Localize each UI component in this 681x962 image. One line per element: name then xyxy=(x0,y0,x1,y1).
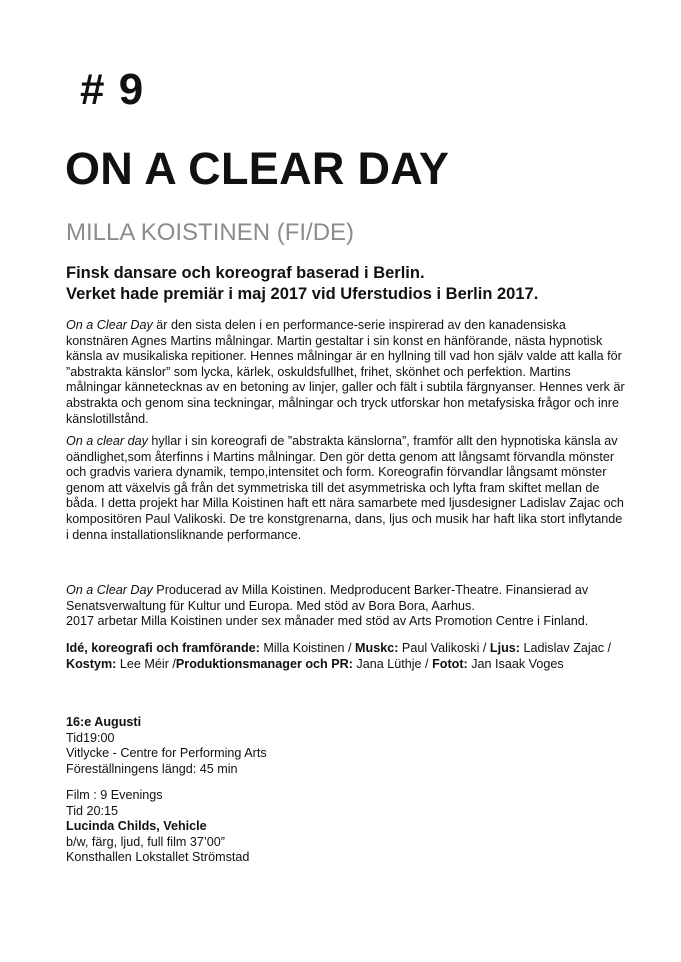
film-time: Tid 20:15 xyxy=(66,803,119,818)
film-venue: Konsthallen Lokstallet Strömstad xyxy=(66,850,250,865)
paragraph-text: hyllar i sin koreografi de ”abstrakta känslorna”, framför allt den hypnotiska känsla av oändlighet,som återfinns i Martins målningar. Den gör detta genom att långsamt förvandla mönster och gradvis variera dynamik, tempo,intensitet och form. Koreografin förvandlar långsamt mönster genom att växelvis gå från det symmetriska till det asymmetriska och lyfta fram skiftet mellan de båda. I detta projekt har Milla Koistinen haft ett nära samarbete med ljusdesigner Ladislav Zajac och kompositören Paul Valikoski. De tre konstgrenarna, dans, ljus och musik har haft lika stort inflytande i denna installationsliknande performance. xyxy=(66,434,624,542)
program-number: # 9 xyxy=(80,65,145,114)
paragraph-text: är den sista delen i en performance-serie inspirerad av den kanadensiska konstnären Agnes Martins målningar. Martin gestaltar i sin konst en hänförande, nästa hypnotisk känsla av musikaliska repitioner. Hennes målningar är en hyllning till vad hon själv valde att kalla för ”abstrakta känslor” som lycka, kärlek, oskuldsfullhet, frihet, skönhet och perfektion. Martins målningar kännetecknas av en betoning av linjer, galler och fält i subtila färgnyanser. Hennes verk är abstrakta och genom sina teckningar, målningar och tryck utforskar hon metafysiska frågor och inre känslotillstånd. xyxy=(66,318,625,426)
event-duration: Föreställningens längd: 45 min xyxy=(66,761,238,776)
film-details: b/w, färg, ljud, full film 37’00” xyxy=(66,834,225,849)
event-time: Tid19:00 xyxy=(66,730,115,745)
film-label: Film : 9 Evenings xyxy=(66,788,163,802)
intro-line-1: Finsk dansare och koreograf baserad i Berlin. xyxy=(66,264,425,282)
work-title: On a Clear Day xyxy=(66,318,153,332)
event-date: 16:e Augusti xyxy=(66,715,142,729)
credits xyxy=(66,641,626,672)
credit-value: Jana Lüthje / xyxy=(352,656,433,671)
credit-value: Jan Isaak Voges xyxy=(467,656,564,671)
credit-value: Paul Valikoski / xyxy=(398,641,490,655)
intro xyxy=(66,263,538,305)
credit-label: Muskc: xyxy=(355,641,399,655)
schedule-performance xyxy=(66,715,626,777)
intro-line-2: Verket hade premiär i maj 2017 vid Uferstudios i Berlin 2017. xyxy=(66,285,539,303)
production-paragraph xyxy=(66,583,626,630)
credit-value: Ladislav Zajac / xyxy=(520,641,611,655)
credit-label: Produktionsmanager och PR: xyxy=(175,656,353,671)
work-title: On a Clear Day xyxy=(66,583,153,597)
film-title: Lucinda Childs, Vehicle xyxy=(66,819,207,834)
credit-label: Ljus: xyxy=(489,641,520,655)
artist-name: MILLA KOISTINEN (FI/DE) xyxy=(66,219,355,246)
credit-label: Idé, koreografi och framförande: xyxy=(66,641,260,655)
credit-value: Milla Koistinen / xyxy=(259,641,356,655)
support-line: 2017 arbetar Milla Koistinen under sex månader med stöd av Arts Promotion Centre i Finland. xyxy=(66,614,589,629)
paragraph-text: Producerad av Milla Koistinen. Medproducent Barker-Theatre. Finansierad av Senatsverwaltung für Kultur und Europa. Med stöd av Bora Bora, Aarhus. xyxy=(66,583,589,613)
description-paragraph-1 xyxy=(66,318,626,427)
description-paragraph-2 xyxy=(66,434,626,543)
credit-value: Lee Méir / xyxy=(116,656,176,671)
event-venue: Vitlycke - Centre for Performing Arts xyxy=(66,746,267,761)
schedule-film xyxy=(66,788,626,866)
work-title: On a clear day xyxy=(66,434,148,448)
credit-label: Kostym: xyxy=(66,656,117,671)
credit-label: Fotot: xyxy=(432,656,468,671)
page-title: ON A CLEAR DAY xyxy=(65,143,450,194)
